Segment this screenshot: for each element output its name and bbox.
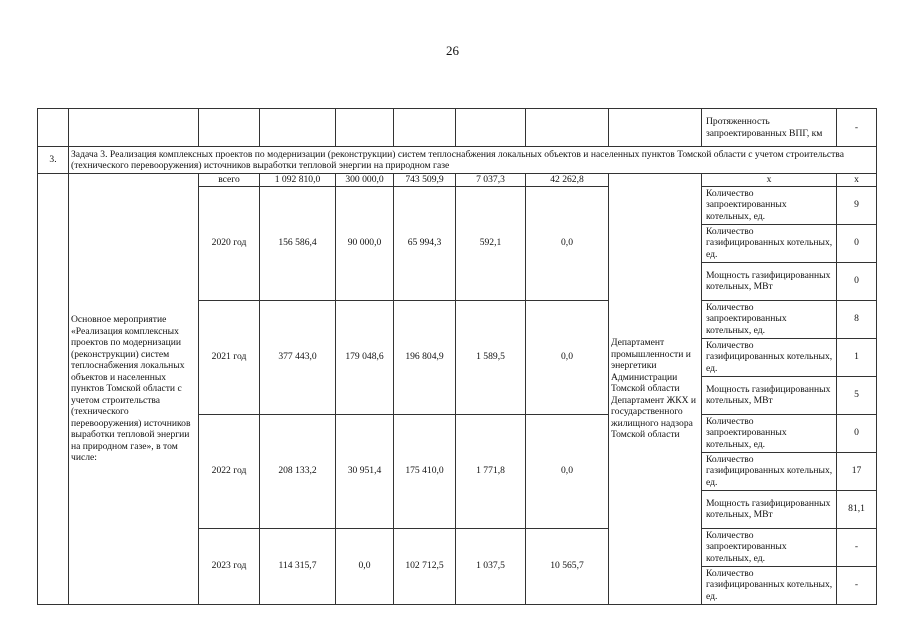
table-row [38, 109, 877, 147]
indicator-value: 5 [837, 376, 877, 414]
table-cell [38, 109, 69, 147]
indicator-name: Количество запроектированных котельных, ед. [702, 300, 837, 338]
value-cell: 42 262,8 [526, 174, 609, 187]
value-cell: 90 000,0 [336, 186, 394, 300]
executor: Департамент промышленности и энергетики Администрации Томской области Департамент ЖКХ и государственного жилищного надзора Томской области [609, 174, 702, 605]
year-cell: 2022 год [199, 414, 260, 528]
table-cell [609, 109, 702, 147]
value-cell: 196 804,9 [394, 300, 456, 414]
indicator-name: Количество газифицированных котельных, ед. [702, 452, 837, 490]
indicator-name: Количество запроектированных котельных, ед. [702, 528, 837, 566]
indicator-name: х [702, 174, 837, 187]
value-cell: 30 951,4 [336, 414, 394, 528]
indicator-value: 0 [837, 224, 877, 262]
indicator-value: 0 [837, 414, 877, 452]
indicator-name: Мощность газифицированных котельных, МВт [702, 490, 837, 528]
value-cell: 175 410,0 [394, 414, 456, 528]
table-cell [526, 109, 609, 147]
indicator-value: - [837, 528, 877, 566]
indicator-name: Количество запроектированных котельных, ед. [702, 186, 837, 224]
indicator-name: Количество газифицированных котельных, ед. [702, 338, 837, 376]
value-cell: 1 589,5 [456, 300, 526, 414]
value-cell: 0,0 [336, 528, 394, 604]
total-row [38, 174, 877, 187]
indicator-name: Мощность газифицированных котельных, МВт [702, 376, 837, 414]
table-cell [394, 109, 456, 147]
task-row [38, 147, 877, 174]
task-title: Задача 3. Реализация комплексных проектов по модернизации (реконструкции) систем теплоснабжения локальных объектов и населенных пунктов Томской области с учетом строительства (технического перевооружения) источников выработки тепловой энергии на природном газе [69, 147, 877, 174]
indicator-value: 81,1 [837, 490, 877, 528]
value-cell: 743 509,9 [394, 174, 456, 187]
task-number: 3. [38, 147, 69, 174]
table-cell [69, 109, 199, 147]
page-number: 26 [446, 43, 459, 58]
table-cell [38, 174, 69, 605]
measure-name: Основное мероприятие «Реализация комплексных проектов по модернизации (реконструкции) систем теплоснабжения локальных объектов и населенных пунктов Томской области с учетом строительства (технического перевооружения) источников выработки тепловой энергии на природном газе», в том числе: [69, 174, 199, 605]
value-cell: 1 771,8 [456, 414, 526, 528]
value-cell: 0,0 [526, 300, 609, 414]
value-cell: 114 315,7 [260, 528, 336, 604]
year-cell: 2020 год [199, 186, 260, 300]
value-cell: 0,0 [526, 186, 609, 300]
value-cell: 1 092 810,0 [260, 174, 336, 187]
value-cell: 0,0 [526, 414, 609, 528]
table-cell [456, 109, 526, 147]
indicator-value: - [837, 109, 877, 147]
table-cell [199, 109, 260, 147]
value-cell: 156 586,4 [260, 186, 336, 300]
indicator-name: Количество газифицированных котельных, ед. [702, 566, 837, 604]
value-cell: 377 443,0 [260, 300, 336, 414]
value-cell: 179 048,6 [336, 300, 394, 414]
value-cell: 10 565,7 [526, 528, 609, 604]
table-cell [336, 109, 394, 147]
indicator-name: Мощность газифицированных котельных, МВт [702, 262, 837, 300]
indicator-value: х [837, 174, 877, 187]
indicator-value: 8 [837, 300, 877, 338]
year-cell: всего [199, 174, 260, 187]
indicator-name: Количество запроектированных котельных, ед. [702, 414, 837, 452]
value-cell: 300 000,0 [336, 174, 394, 187]
value-cell: 208 133,2 [260, 414, 336, 528]
program-table [37, 108, 877, 605]
value-cell: 1 037,5 [456, 528, 526, 604]
indicator-value: 9 [837, 186, 877, 224]
value-cell: 102 712,5 [394, 528, 456, 604]
year-cell: 2023 год [199, 528, 260, 604]
value-cell: 7 037,3 [456, 174, 526, 187]
table-cell [260, 109, 336, 147]
indicator-value: 1 [837, 338, 877, 376]
indicator-value: - [837, 566, 877, 604]
indicator-value: 17 [837, 452, 877, 490]
value-cell: 65 994,3 [394, 186, 456, 300]
indicator-name: Количество газифицированных котельных, ед. [702, 224, 837, 262]
year-cell: 2021 год [199, 300, 260, 414]
indicator-value: 0 [837, 262, 877, 300]
indicator-name: Протяженность запроектированных ВПГ, км [702, 109, 837, 147]
value-cell: 592,1 [456, 186, 526, 300]
